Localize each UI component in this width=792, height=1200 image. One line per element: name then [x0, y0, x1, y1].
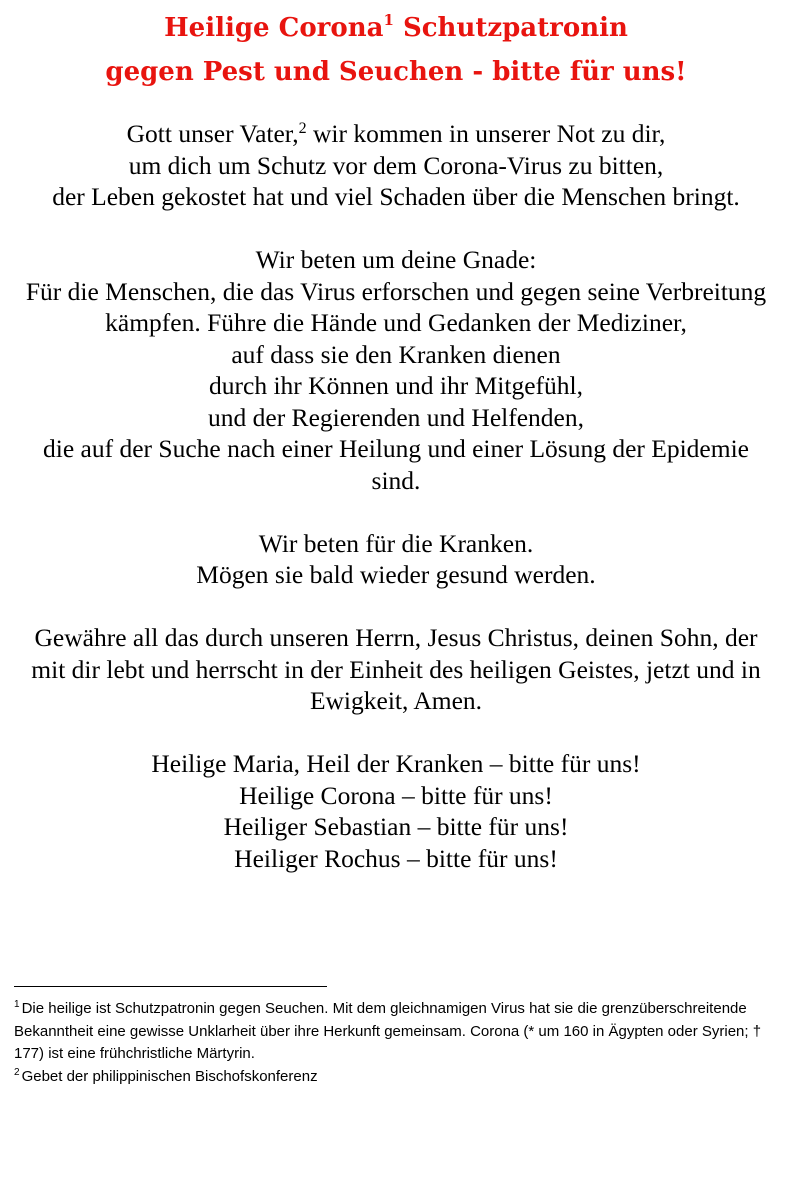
litany-line: Heiliger Sebastian – bitte für uns!	[223, 812, 569, 841]
litany	[20, 748, 772, 874]
footnote-1	[14, 998, 772, 1066]
footnote-1-text: Die heilige ist Schutzpatronin gegen Seuchen. Mit dem gleichnamigen Virus hat sie die grenzüberschreitende Bekanntheit eine gewisse Unklarheit über ihre Herkunft gemeinsam. Corona (* um 160 in Ägypten oder Syrien; † 177) ist eine frühchristliche Märtyrin.	[14, 1000, 762, 1062]
litany-line: Heilige Maria, Heil der Kranken – bitte für uns!	[151, 749, 641, 778]
prayer-p2-line-6: die auf der Suche nach einer Heilung und einer Lösung der Epidemie sind.	[43, 434, 749, 495]
title-line-1-text: Heilige Corona	[164, 13, 384, 43]
prayer-p1-line-3: der Leben gekostet hat und viel Schaden über die Menschen bringt.	[52, 182, 740, 211]
prayer-paragraph-4	[20, 622, 772, 717]
litany-line: Heiliger Rochus – bitte für uns!	[234, 843, 558, 873]
prayer-p2-line-2: Für die Menschen, die das Virus erforschen und gegen seine Verbreitung kämpfen. Führe die Hände und Gedanken der Mediziner,	[25, 276, 767, 337]
title-line-1	[164, 13, 628, 43]
prayer-paragraph-3	[20, 528, 772, 591]
prayer-p1-line-1	[20, 118, 772, 150]
prayer-p2-line-1: Wir beten um deine Gnade:	[255, 245, 537, 274]
footnotes	[14, 998, 772, 1088]
prayer-paragraph-2	[20, 244, 772, 496]
prayer-p2-line-3: auf dass sie den Kranken dienen	[231, 339, 561, 369]
footnote-separator	[14, 986, 327, 987]
prayer-p2-line-4: durch ihr Können und ihr Mitgefühl,	[209, 371, 583, 400]
prayer-p1-line-2: um dich um Schutz vor dem Corona-Virus zu bitten,	[128, 150, 664, 180]
prayer-p3-line-2: Mögen sie bald wieder gesund werden.	[196, 560, 596, 589]
litany-line: Heilige Corona – bitte für uns!	[239, 780, 553, 810]
prayer-body	[20, 118, 772, 906]
footnote-ref-2: 2	[298, 120, 307, 137]
page-title	[0, 6, 792, 94]
prayer-p1-line-1-text: Gott unser Vater,	[126, 119, 299, 148]
prayer-paragraph-1	[20, 118, 772, 213]
prayer-p1-line-1-after: wir kommen in unserer Not zu dir,	[306, 119, 666, 148]
footnote-ref-1: 1	[383, 11, 394, 29]
footnote-2-marker: 2	[14, 1066, 20, 1078]
footnote-1-marker: 1	[14, 999, 20, 1010]
footnote-2	[14, 1066, 772, 1089]
footnote-2-text: Gebet der philippinischen Bischofskonferenz	[21, 1067, 318, 1085]
prayer-p4-line-1: Gewähre all das durch unseren Herrn, Jesus Christus, deinen Sohn, der mit dir lebt und herrscht in der Einheit des heiligen Geistes, jetzt und in Ewigkeit, Amen.	[31, 623, 761, 715]
title-line-2: gegen Pest und Seuchen - bitte für uns!	[105, 57, 687, 87]
prayer-p3-line-1: Wir beten für die Kranken.	[258, 528, 534, 558]
title-line-1-after: Schutzpatronin	[393, 13, 628, 43]
prayer-p2-line-5: und der Regierenden und Helfenden,	[208, 402, 584, 432]
